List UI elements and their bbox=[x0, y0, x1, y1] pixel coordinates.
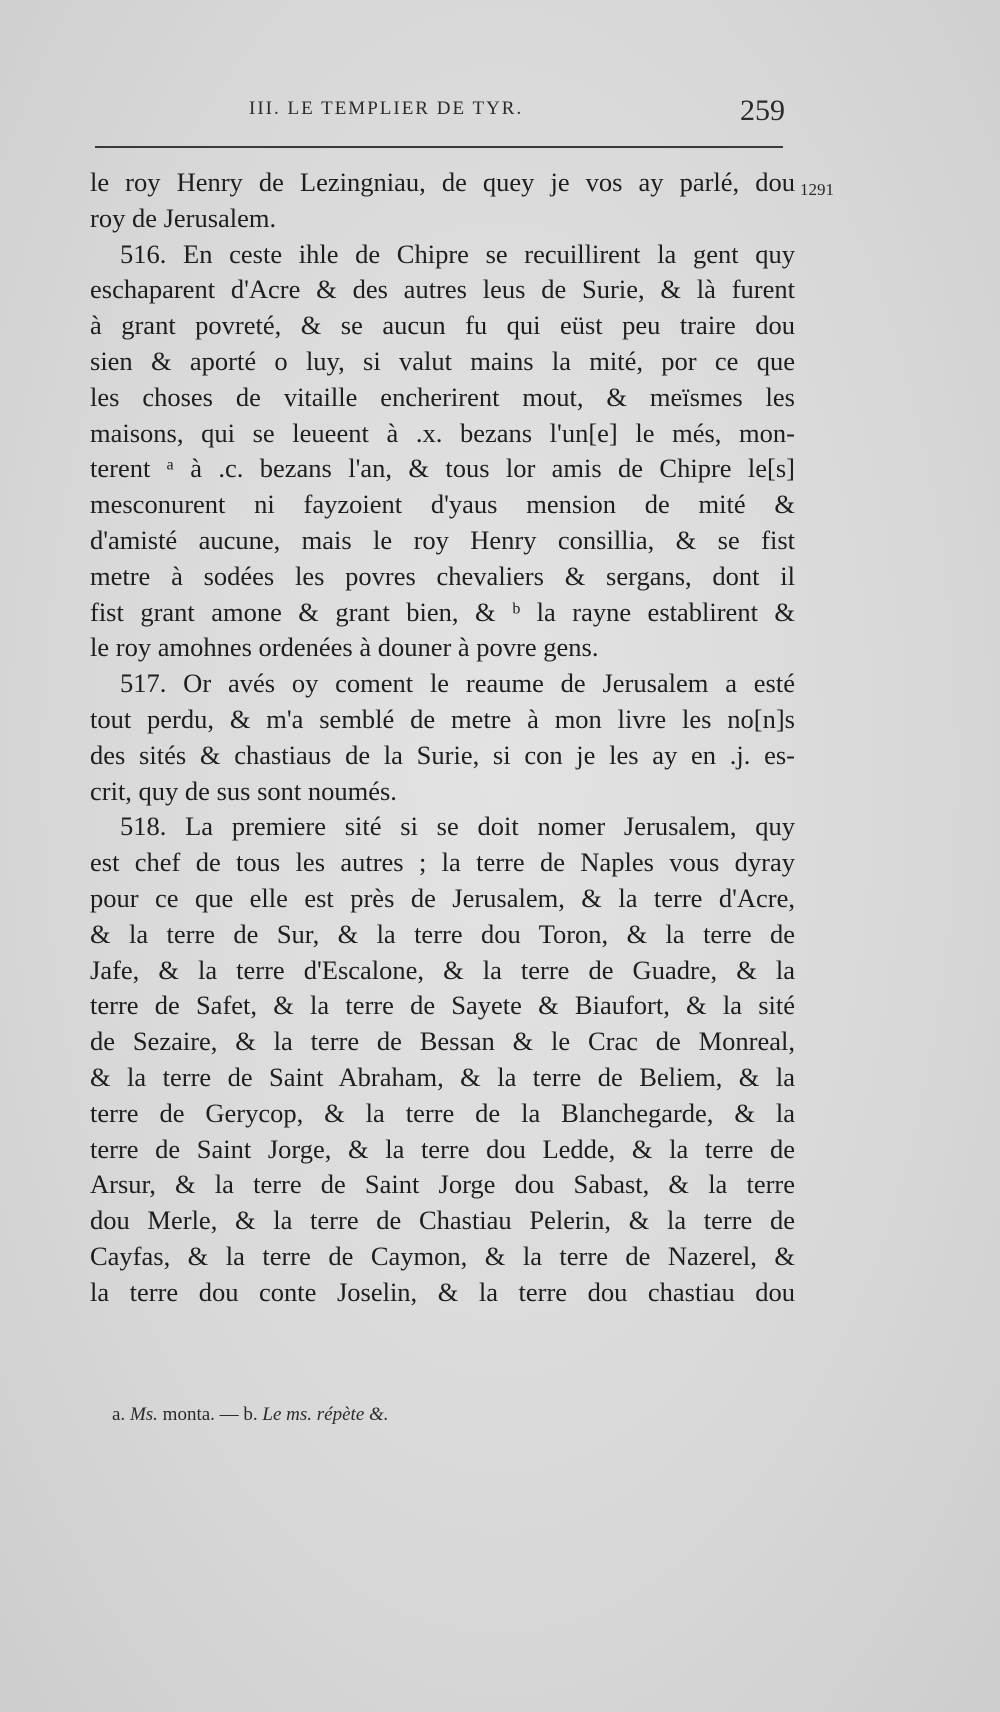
text-line: à grant povreté, & se aucun fu qui eüst peu traire dou bbox=[90, 310, 795, 341]
footnote-a-ms: Ms. bbox=[129, 1404, 158, 1425]
text-line: d'amisté aucune, mais le roy Henry consillia, & se fist bbox=[90, 524, 795, 555]
header-rule bbox=[95, 146, 783, 148]
text-line: 518. La premiere sité si se doit nomer Jerusalem, quy bbox=[120, 811, 795, 842]
paragraph-516 bbox=[90, 237, 795, 667]
text-line: & la terre de Sur, & la terre dou Toron, & la terre de bbox=[90, 918, 795, 949]
text-line: maisons, qui se leueent à .x. bezans l'un[e] le més, mon- bbox=[90, 417, 795, 448]
text-line: & la terre de Saint Abraham, & la terre de Beliem, & la bbox=[90, 1061, 795, 1092]
footnote-a-text: monta. — bbox=[162, 1404, 239, 1425]
text-line: eschaparent d'Acre & des autres leus de Surie, & là furent bbox=[90, 274, 795, 305]
text-line: crit, quy de sus sont noumés. bbox=[90, 775, 397, 806]
paragraph-continuation bbox=[90, 165, 795, 237]
page-header bbox=[95, 94, 785, 138]
footnote-a-marker: a. bbox=[112, 1404, 126, 1425]
body-text bbox=[90, 165, 795, 1311]
text-line: mesconurent ni fayzoient d'yaus mension de mité & bbox=[90, 489, 795, 520]
text-line: 517. Or avés oy coment le reaume de Jerusalem a esté bbox=[120, 668, 795, 699]
text-line: dou Merle, & la terre de Chastiau Pelerin, & la terre de bbox=[90, 1205, 795, 1236]
text-line: est chef de tous les autres ; la terre de Naples vous dyray bbox=[90, 847, 795, 878]
text-line: le roy amohnes ordenées à douner à povre gens. bbox=[90, 632, 599, 663]
text-line: roy de Jerusalem. bbox=[90, 202, 277, 233]
text-line: fist grant amone & grant bien, & ᵇ la rayne establirent & bbox=[90, 596, 795, 627]
text-line: pour ce que elle est près de Jerusalem, & la terre d'Acre, bbox=[90, 882, 795, 913]
text-line: 516. En ceste ihle de Chipre se recuillirent la gent quy bbox=[120, 238, 795, 269]
text-line: tout perdu, & m'a semblé de metre à mon livre les no[n]s bbox=[90, 703, 795, 734]
paragraph-517 bbox=[90, 666, 795, 809]
text-line: Cayfas, & la terre de Caymon, & la terre de Nazerel, & bbox=[90, 1240, 795, 1271]
paragraph-518 bbox=[90, 809, 795, 1310]
text-line: la terre dou conte Joselin, & la terre dou chastiau dou bbox=[90, 1276, 795, 1307]
text-line: sien & aporté o luy, si valut mains la mité, por ce que bbox=[90, 345, 795, 376]
text-line: terre de Safet, & la terre de Sayete & Biaufort, & la sité bbox=[90, 990, 795, 1021]
text-line: des sités & chastiaus de la Surie, si con je les ay en .j. es- bbox=[90, 739, 795, 770]
text-line: de Sezaire, & la terre de Bessan & le Crac de Monreal, bbox=[90, 1026, 795, 1057]
footnotes bbox=[112, 1404, 389, 1426]
margin-date: 1291 bbox=[800, 180, 834, 199]
text-line: le roy Henry de Lezingniau, de quey je vos ay parlé, dou bbox=[90, 167, 795, 197]
text-line: les choses de vitaille encherirent mout, & meïsmes les bbox=[90, 381, 795, 412]
text-line: terre de Gerycop, & la terre de la Blanchegarde, & la bbox=[90, 1097, 795, 1128]
text-line: Jafe, & la terre d'Escalone, & la terre de Guadre, & la bbox=[90, 954, 795, 985]
page-number: 259 bbox=[740, 94, 785, 127]
text-line: metre à sodées les povres chevaliers & sergans, dont il bbox=[90, 560, 795, 591]
running-title: III. LE TEMPLIER DE TYR. bbox=[249, 98, 524, 119]
text-line: Arsur, & la terre de Saint Jorge dou Sabast, & la terre bbox=[90, 1169, 795, 1200]
footnote-b-text: Le ms. répète &. bbox=[262, 1404, 389, 1425]
text-line: terent ᵃ à .c. bezans l'an, & tous lor amis de Chipre le[s] bbox=[90, 453, 795, 484]
footnote-b-marker: b. bbox=[243, 1404, 258, 1425]
text-line: terre de Saint Jorge, & la terre dou Ledde, & la terre de bbox=[90, 1133, 795, 1164]
